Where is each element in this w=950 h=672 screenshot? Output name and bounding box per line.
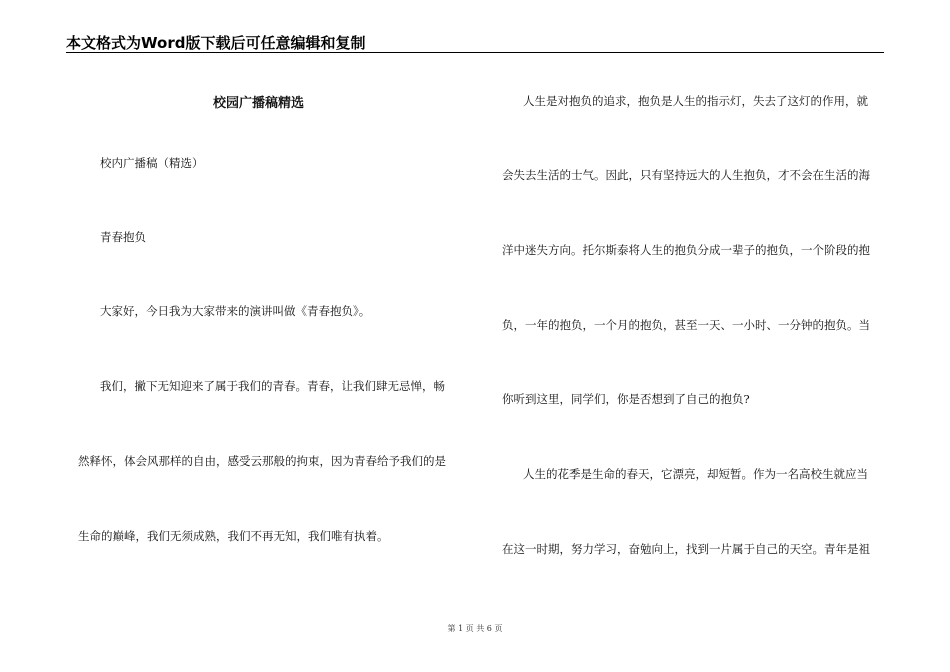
paragraph-line: 负，一年的抱负，一个月的抱负，甚至一天、一小时、一分钟的抱负。当 [502, 318, 870, 332]
document-title: 校园广播稿精选 [213, 96, 305, 111]
paragraph-line: 在这一时期，努力学习，奋勉向上，找到一片属于自己的天空。青年是祖 [502, 542, 870, 556]
header-divider [66, 52, 884, 53]
paragraph-line: 你听到这里，同学们，你是否想到了自己的抱负? [502, 392, 750, 406]
paragraph-line: 然释怀，体会风那样的自由，感受云那般的拘束，因为青春给予我们的是 [78, 454, 446, 468]
paragraph-line: 会失去生活的士气。因此，只有坚持远大的人生抱负，才不会在生活的海 [502, 168, 870, 182]
paragraph-line: 生命的巅峰，我们无须成熟，我们不再无知，我们唯有执着。 [78, 529, 389, 543]
paragraph-line: 洋中迷失方向。托尔斯泰将人生的抱负分成一辈子的抱负，一个阶段的抱 [502, 243, 870, 257]
download-notice-header: 本文格式为Word版下载后可任意编辑和复制 [66, 34, 366, 52]
paragraph-line: 人生是对抱负的追求，抱负是人生的指示灯，失去了这灯的作用，就 [523, 94, 868, 108]
page-number: 第 1 页 共 6 页 [447, 624, 503, 633]
paragraph-line: 校内广播稿（精选） [100, 156, 204, 170]
paragraph-line: 我们，撇下无知迎来了属于我们的青春。青春，让我们肆无忌惮，畅 [100, 379, 445, 393]
paragraph-line: 青春抱负 [100, 230, 146, 244]
paragraph-line: 大家好，今日我为大家带来的演讲叫做《青春抱负》。 [100, 304, 371, 318]
paragraph-line: 人生的花季是生命的春天，它漂亮，却短暂。作为一名高校生就应当 [523, 467, 868, 481]
